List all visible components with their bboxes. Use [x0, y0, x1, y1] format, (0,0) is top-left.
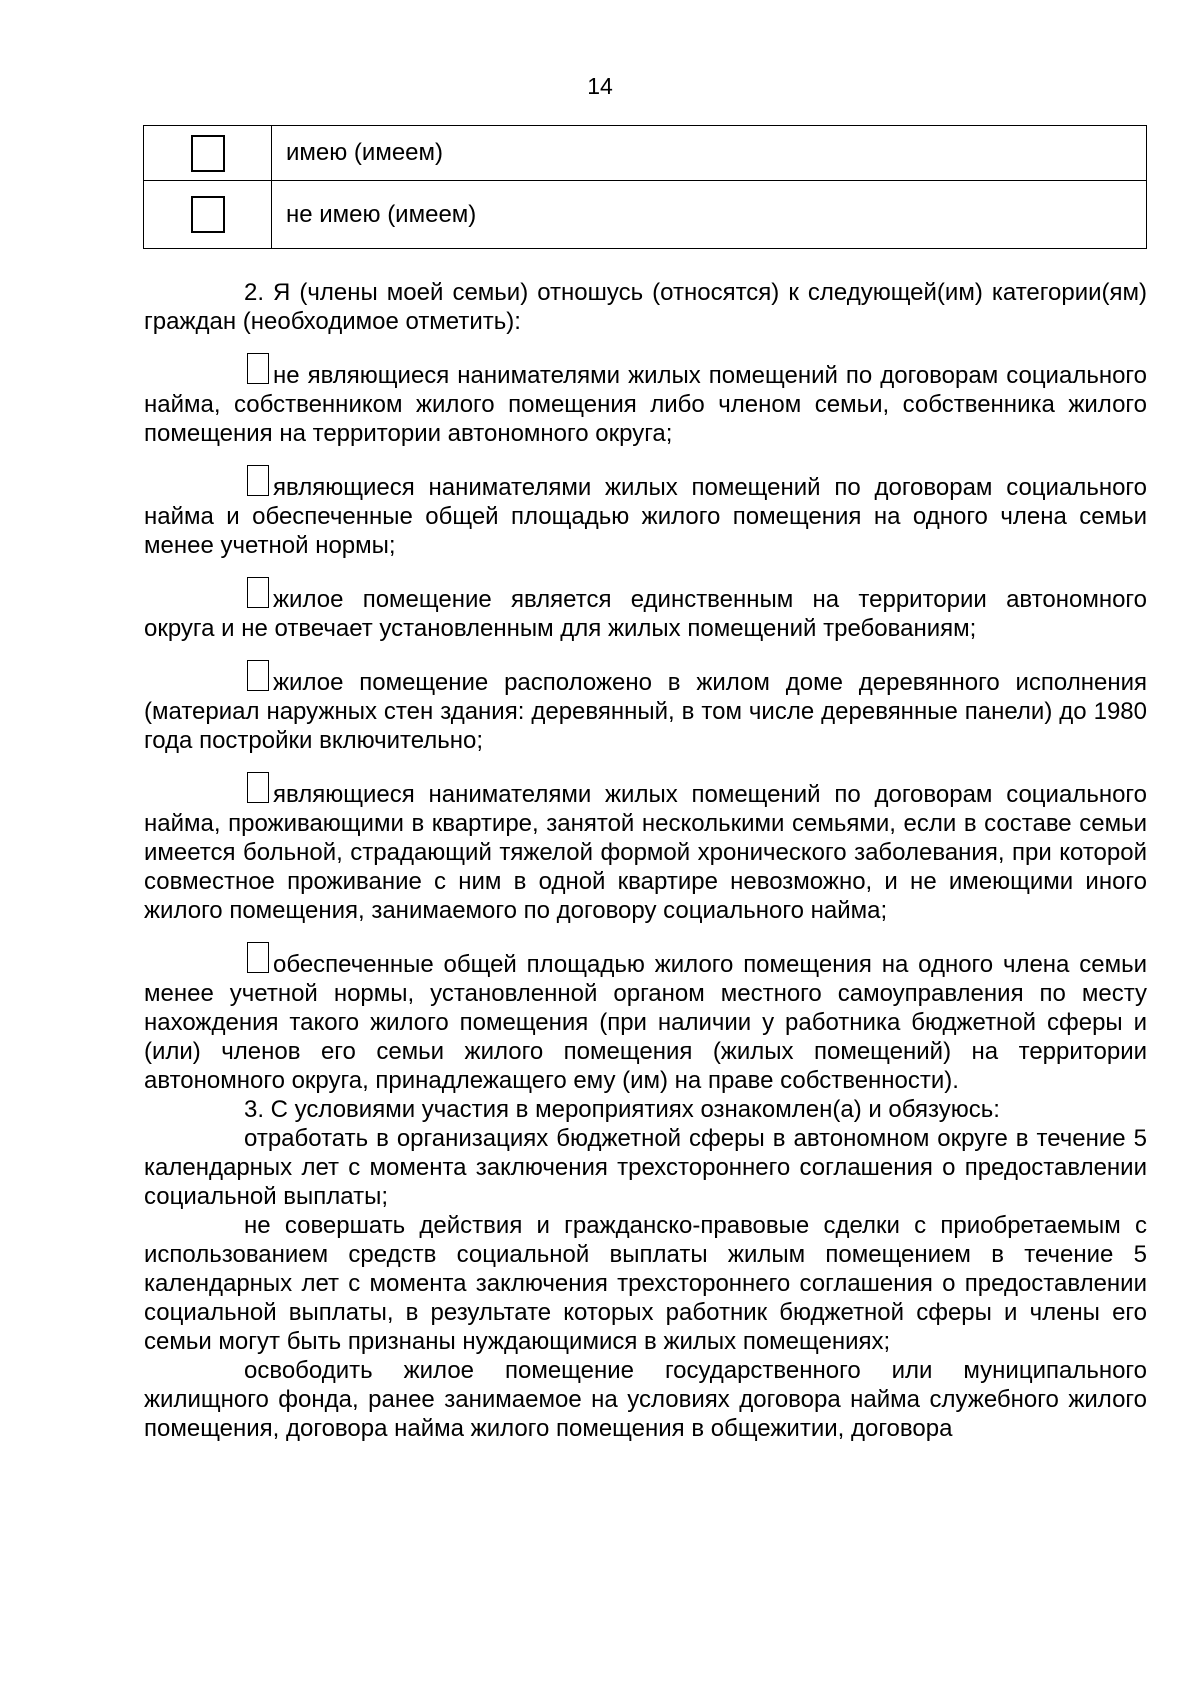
not-have-checkbox[interactable] [191, 196, 225, 233]
option-label: не имею (имеем) [272, 181, 1147, 249]
section2-intro: 2. Я (члены моей семьи) отношусь (относятся) к следующей(им) категории(ям) граждан (необходимое отметить): [144, 279, 1147, 335]
category-checkbox[interactable] [247, 353, 269, 384]
category-checkbox[interactable] [247, 772, 269, 803]
category-checkbox[interactable] [247, 942, 269, 973]
option-row-not-have [144, 181, 1147, 249]
ownership-options-table [143, 125, 1147, 249]
checkbox-cell [144, 126, 272, 181]
category-text: являющиеся нанимателями жилых помещений по договорам социального найма и обеспеченные общей площадью жилого помещения на одного члена семьи менее учетной нормы; [144, 474, 1147, 559]
category-text: не являющиеся нанимателями жилых помещений по договорам социального найма, собственником жилого помещения либо членом семьи, собственника жилого помещения на территории автономного округа; [144, 362, 1147, 447]
obligation-item: освободить жилое помещение государственного или муниципального жилищного фонда, ранее занимаемое на условиях договора найма служебного жилого помещения, договора найма жилого помещения в общежитии, договора [144, 1357, 1147, 1442]
section3-intro: 3. С условиями участия в мероприятиях ознакомлен(а) и обязуюсь: [244, 1096, 1000, 1123]
category-checkbox[interactable] [247, 577, 269, 608]
category-item [144, 353, 1147, 448]
have-checkbox[interactable] [191, 135, 225, 172]
checkbox-cell [144, 181, 272, 249]
category-text: являющиеся нанимателями жилых помещений по договорам социального найма, проживающими в квартире, занятой несколькими семьями, если в составе семьи имеется больной, страдающий тяжелой формой хронического заболевания, при которой совместное проживание с ним в одной квартире невозможно, и не имеющими иного жилого помещения, занимаемого по договору социального найма; [144, 781, 1147, 924]
category-item [144, 660, 1147, 755]
document-body [144, 278, 1147, 1443]
category-item [144, 465, 1147, 560]
category-checkbox[interactable] [247, 465, 269, 496]
category-text: жилое помещение расположено в жилом доме деревянного исполнения (материал наружных стен здания: деревянный, в том числе деревянные панели) до 1980 года постройки включительно; [144, 669, 1147, 754]
category-text: обеспеченные общей площадью жилого помещения на одного члена семьи менее учетной нормы, установленной органом местного самоуправления по месту нахождения такого жилого помещения (при наличии у работника бюджетной сферы и (или) членов его семьи жилого помещения (жилых помещений) на территории автономного округа, принадлежащего ему (им) на праве собственности). [144, 951, 1147, 1094]
option-row-have [144, 126, 1147, 181]
obligation-item: отработать в организациях бюджетной сферы в автономном округе в течение 5 календарных лет с момента заключения трехстороннего соглашения о предоставлении социальной выплаты; [144, 1125, 1147, 1210]
category-text: жилое помещение является единственным на территории автономного округа и не отвечает установленным для жилых помещений требованиям; [144, 586, 1147, 642]
category-item [144, 577, 1147, 643]
obligation-item: не совершать действия и гражданско-правовые сделки с приобретаемым с использованием средств социальной выплаты жилым помещением в течение 5 календарных лет с момента заключения трехстороннего соглашения о предоставлении социальной выплаты, в результате которых работник бюджетной сферы и члены его семьи могут быть признаны нуждающимися в жилых помещениях; [144, 1212, 1147, 1355]
page-number: 14 [587, 73, 613, 99]
category-item [144, 942, 1147, 1095]
option-label: имею (имеем) [272, 126, 1147, 181]
category-checkbox[interactable] [247, 660, 269, 691]
category-item [144, 772, 1147, 925]
